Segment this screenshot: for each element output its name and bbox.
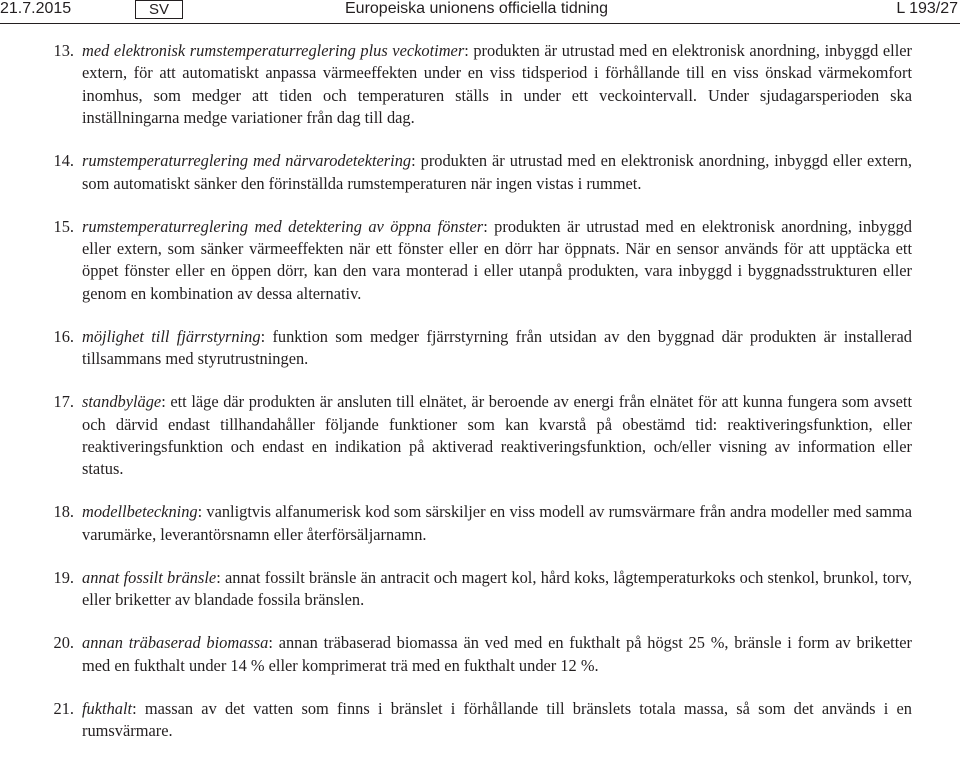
definition-number: 20.	[53, 633, 74, 653]
definition-term: rumstemperaturreglering med närvarodetektering	[82, 151, 412, 171]
definition-text: : produkten är utrustad med en elektronisk anordning, inbyggd eller extern, som automatiskt sänker den förinställda rumstemperaturen när ingen vistas i rummet.	[82, 151, 913, 193]
definition-text: : annat fossilt bränsle än antracit och magert kol, hård koks, lågtemperaturkoks och stenkol, brunkol, torv, eller briketter av blandade fossila bränslen.	[82, 567, 912, 610]
definition-text: : funktion som medger fjärrstyrning från utsidan av den byggnad där produkten är installerad tillsammans med styrutrustningen.	[82, 326, 912, 369]
publication-date: 21.7.2015	[0, 0, 72, 17]
journal-title: Europeiska unionens officiella tidning	[345, 0, 608, 17]
definition-number: 17.	[53, 392, 74, 412]
definition-number: 13.	[53, 41, 74, 60]
header-divider	[0, 23, 960, 24]
definition-item	[52, 501, 912, 546]
definition-list	[52, 40, 912, 763]
definition-term: modellbeteckning	[82, 502, 198, 522]
definition-term: annat fossilt bränsle	[82, 567, 217, 587]
definition-number: 19.	[53, 567, 74, 587]
definition-text: : produkten är utrustad med en elektronisk anordning, inbyggd eller extern, för att automatiskt anpassa värmeeffekten under en viss tidsperiod i förhållande till en viss önskad värmekomfort inomhus, som medger att tiden och temperaturen ställs in under ett veckointervall. Under sjudagarsperioden ska inställningarna medge variationer från dag till dag.	[82, 41, 913, 128]
definition-number: 18.	[53, 502, 74, 522]
definition-item	[52, 40, 912, 130]
definition-number: 16.	[53, 326, 74, 346]
page-header	[0, 0, 960, 22]
definition-item	[52, 326, 912, 371]
definition-number: 15.	[53, 216, 74, 236]
definition-term: fukthalt	[82, 698, 133, 718]
definition-term: med elektronisk rumstemperaturreglering plus veckotimer	[82, 41, 465, 60]
definition-item	[52, 632, 912, 677]
page-reference: L 193/27	[896, 0, 958, 17]
definition-item	[52, 567, 912, 612]
definition-term: annan träbaserad biomassa	[82, 633, 269, 653]
definition-item	[52, 698, 912, 743]
definition-term: standbyläge	[82, 392, 162, 412]
definition-number: 21.	[53, 698, 74, 718]
definition-text: : produkten är utrustad med en elektronisk anordning, inbyggd eller extern, som sänker värmeeffekten när ett fönster eller en dörr har öppnats. När en sensor används för att upptäcka ett öppet fönster eller en öppen dörr, kan den vara monterad i eller utanpå produkten, vara inbyggd i byggnadsstrukturen eller genom en kombination av dessa alternativ.	[82, 216, 912, 303]
definition-term: möjlighet till fjärrstyrning	[82, 326, 261, 346]
language-code-box: SV	[135, 0, 183, 19]
definition-text: : ett läge där produkten är ansluten till elnätet, är beroende av energi från elnätet för att kunna fungera som avsett och därvid endast tillhandahåller följande funktioner som kan kvarstå på obestämd tid: reaktiveringsfunktion, eller reaktiveringsfunktion och endast en indikation på aktiverad reaktiveringsfunktion, och/eller visning av information eller status.	[82, 392, 912, 479]
definition-number: 14.	[53, 151, 74, 171]
definition-item	[52, 216, 912, 306]
definition-term: rumstemperaturreglering med detektering av öppna fönster	[82, 216, 484, 236]
definition-item	[52, 150, 912, 195]
definition-text: : vanligtvis alfanumerisk kod som särskiljer en viss modell av rumsvärmare från andra modeller med samma varumärke, leverantörsnamn eller återförsäljarnamn.	[82, 502, 912, 544]
definition-item	[52, 391, 912, 481]
definition-text: : massan av det vatten som finns i bränslet i förhållande till bränslets totala massa, så som det används i en rumsvärmare.	[82, 698, 912, 741]
definition-text: : annan träbaserad biomassa än ved med en fukthalt på högst 25 %, bränsle i form av briketter med en fukthalt under 14 % eller komprimerat trä med en fukthalt under 12 %.	[82, 633, 912, 675]
